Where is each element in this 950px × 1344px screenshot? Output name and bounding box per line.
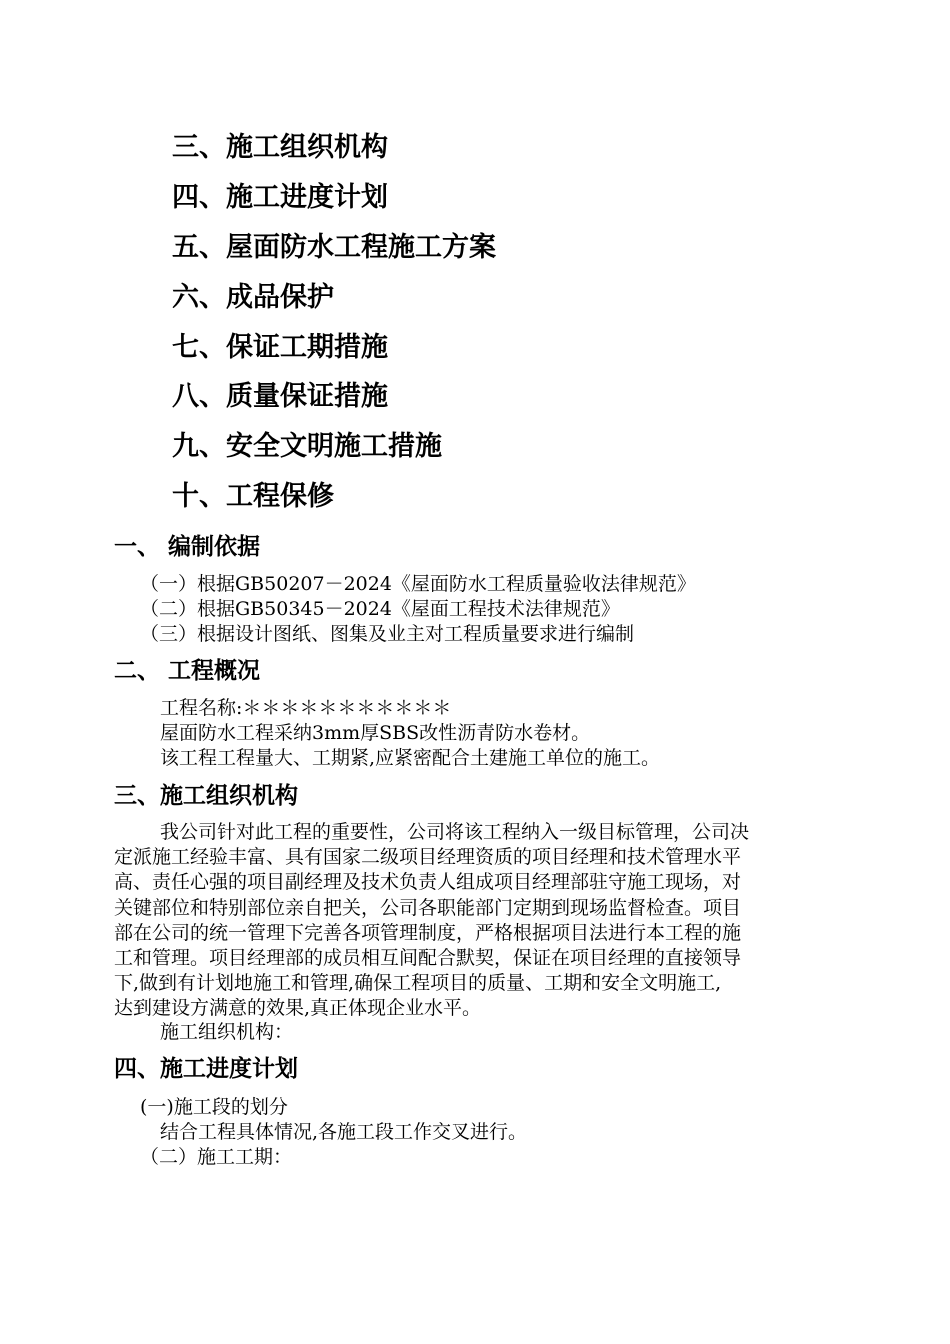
org-structure-label: 施工组织机构： <box>160 1021 294 1043</box>
section-title-basis: 一、 编制依据 <box>114 534 261 560</box>
schedule-item-2: （二）施工工期： <box>140 1146 293 1168</box>
paragraph-line: 定派施工经验丰富、具有国家二级项目经理资质的项目经理和技术管理水平 <box>114 846 742 869</box>
paragraph-line: 部在公司的统一管理下完善各项管理制度，严格根据项目法进行本工程的施 <box>114 921 742 944</box>
organization-paragraph <box>114 820 858 1022</box>
toc-item: 六、成品保护 <box>172 282 334 313</box>
schedule-item-1-text: 结合工程具体情况,各施工段工作交叉进行。 <box>160 1121 528 1143</box>
schedule-item-1: (一)施工段的划分 <box>140 1096 288 1118</box>
paragraph-line: 高、责任心强的项目副经理及技术负责人组成项目经理部驻守施工现场，对 <box>114 871 742 894</box>
paragraph-line: 关键部位和特别部位亲自把关，公司各职能部门定期到现场监督检查。项目 <box>114 896 742 919</box>
section-title-overview: 二、 工程概况 <box>114 658 261 684</box>
basis-item: （二）根据GB50345－2024《屋面工程技术法律规范》 <box>140 598 620 620</box>
paragraph-line: 我公司针对此工程的重要性，公司将该工程纳入一级目标管理，公司决 <box>160 821 750 843</box>
toc-item: 十、工程保修 <box>172 481 334 512</box>
overview-line: 工程名称:＊＊＊＊＊＊＊＊＊＊＊ <box>160 697 452 719</box>
toc-item: 三、施工组织机构 <box>172 132 388 163</box>
paragraph-line: 下,做到有计划地施工和管理,确保工程项目的质量、工期和安全文明施工, <box>114 972 722 995</box>
toc-item: 五、屋面防水工程施工方案 <box>172 232 496 263</box>
paragraph-line: 工和管理。项目经理部的成员相互间配合默契，保证在项目经理的直接领导 <box>114 947 742 970</box>
overview-line: 屋面防水工程采纳3mm厚SBS改性沥青防水卷材。 <box>160 722 591 744</box>
basis-item: （一）根据GB50207－2024《屋面防水工程质量验收法律规范》 <box>140 573 696 595</box>
toc-item: 七、保证工期措施 <box>172 332 388 363</box>
paragraph-line: 达到建设方满意的效果,真正体现企业水平。 <box>114 997 482 1020</box>
toc-item: 四、施工进度计划 <box>172 182 388 213</box>
section-title-schedule: 四、施工进度计划 <box>114 1056 298 1082</box>
basis-item: （三）根据设计图纸、图集及业主对工程质量要求进行编制 <box>140 623 635 645</box>
toc-item: 九、安全文明施工措施 <box>172 431 442 462</box>
section-title-organization: 三、施工组织机构 <box>114 783 298 809</box>
toc-item: 八、质量保证措施 <box>172 381 388 412</box>
overview-line: 该工程工程量大、工期紧,应紧密配合土建施工单位的施工。 <box>160 747 661 769</box>
